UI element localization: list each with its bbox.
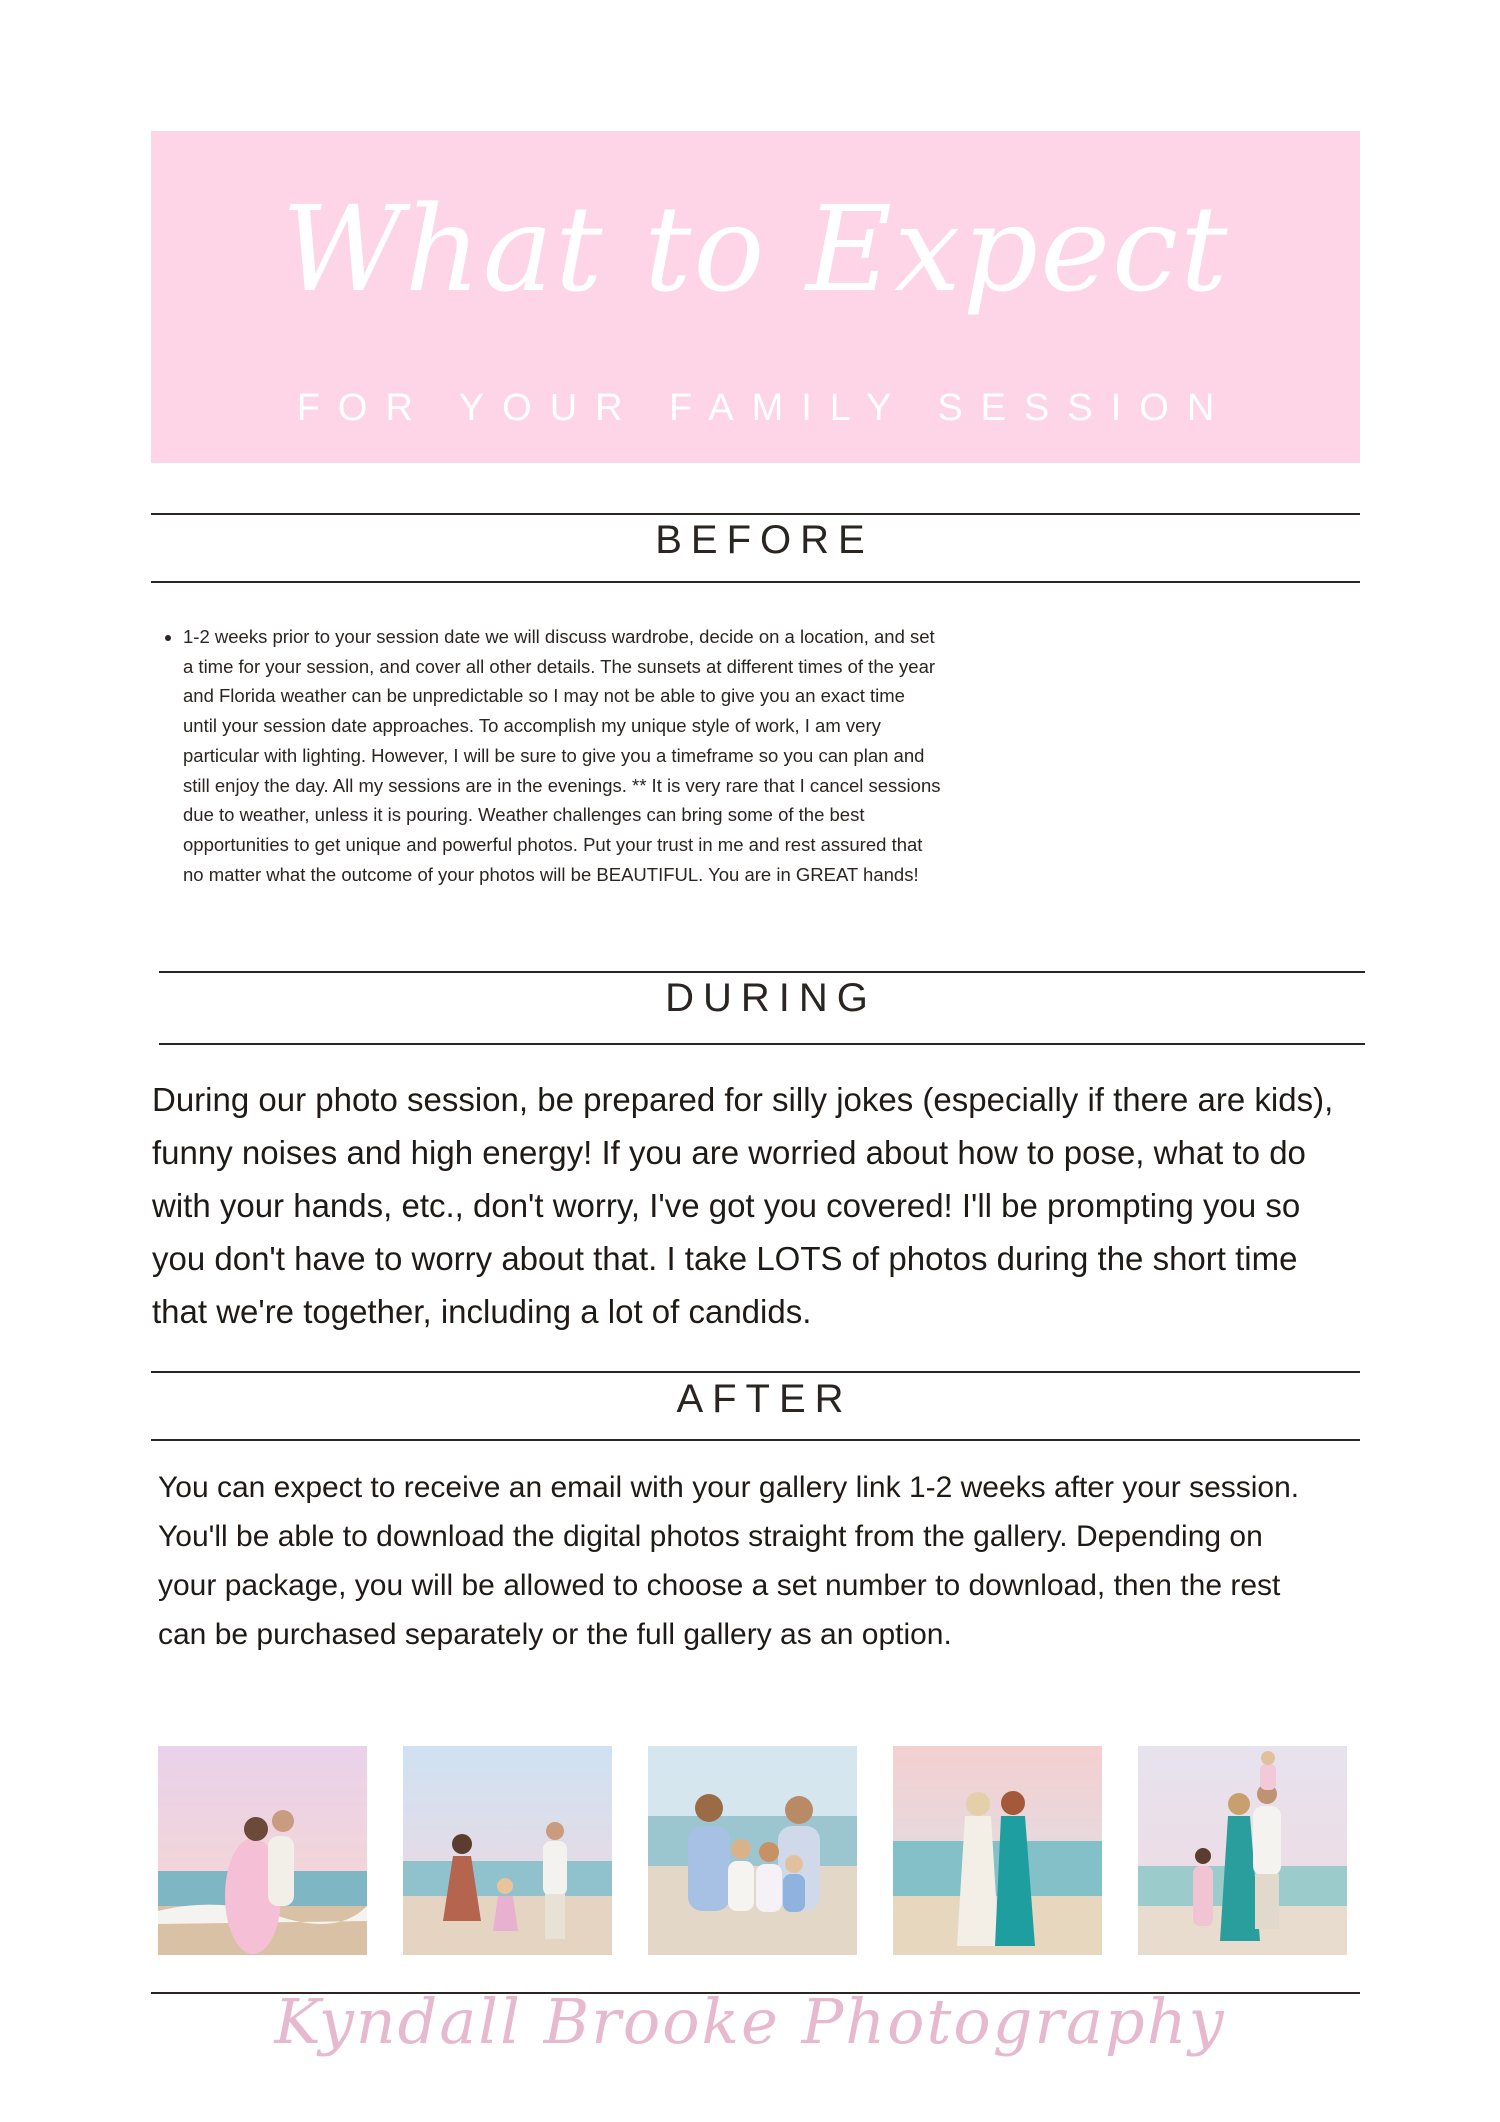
gallery-photo	[158, 1746, 367, 1955]
after-heading: AFTER	[676, 1377, 853, 1421]
before-bottom-rule	[151, 581, 1360, 583]
before-heading: BEFORE	[655, 518, 874, 562]
gallery-photo	[893, 1746, 1102, 1955]
before-list	[165, 622, 943, 889]
header-banner	[151, 131, 1360, 463]
during-text: During our photo session, be prepared for silly jokes (especially if there are kids), funny noises and high energy! If you are worried about how to pose, what to do with your hands, etc., don't worry, I've got you covered! I'll be prompting you so you don't have to worry about that. I take LOTS of photos during the short time that we're together, including a lot of candids.	[152, 1081, 1334, 1330]
gallery-photo	[1138, 1746, 1347, 1955]
before-top-rule	[151, 513, 1360, 515]
before-list-item: • 1-2 weeks prior to your session date we will discuss wardrobe, decide on a location, and set a time for your session, and cover all other details. The sunsets at different times of the year and Florida weather can be unpredictable so I may not be able to give you an exact time until your session date approaches. To accomplish my unique style of work, I am very particular with lighting. However, I will be sure to give you a timeframe so you can plan and still enjoy the day. All my sessions are in the evenings. ** It is very rare that I cancel sessions due to weather, unless it is pouring. Weather challenges can bring some of the best opportunities to get unique and powerful photos. Put your trust in me and rest assured that no matter what the outcome of your photos will be BEAUTIFUL. You are in GREAT hands!	[183, 622, 943, 889]
gallery-photo	[648, 1746, 857, 1955]
gallery-photo	[403, 1746, 612, 1955]
during-bottom-rule	[159, 1043, 1365, 1045]
after-text: You can expect to receive an email with your gallery link 1-2 weeks after your session. You'll be able to download the digital photos straight from the gallery. Depending on your package, you will be allowed to choose a set number to download, then the rest can be purchased separately or the full gallery as an option.	[158, 1471, 1300, 1651]
after-bottom-rule	[151, 1439, 1360, 1441]
banner-subtitle: FOR YOUR FAMILY SESSION	[296, 387, 1233, 429]
after-top-rule	[151, 1371, 1360, 1373]
during-heading: DURING	[665, 976, 877, 1020]
during-top-rule	[159, 971, 1365, 973]
banner-title: What to Expect	[281, 180, 1230, 318]
signature: Kyndall Brooke Photography	[274, 1985, 1226, 2058]
